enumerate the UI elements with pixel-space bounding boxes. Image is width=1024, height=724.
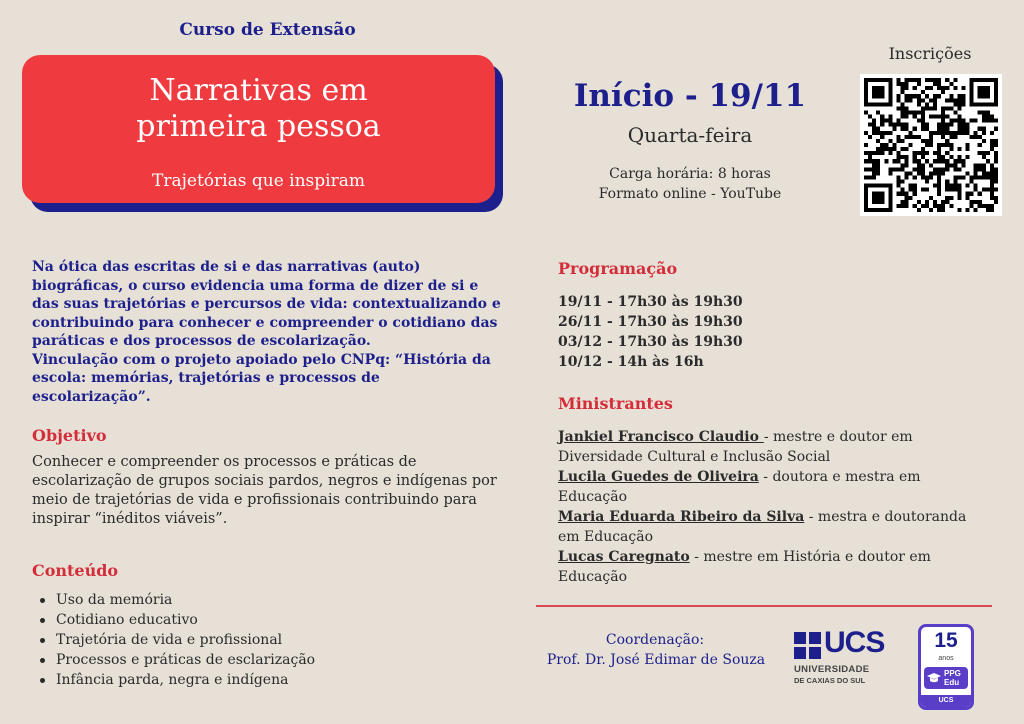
project-link-paragraph: Vinculação com o projeto apoiado pelo CNPq: “História da escola: memórias, trajetórias e processos de escolarização”. [32,351,491,405]
teacher-description: - mestre e doutor em Diversidade Cultural e Inclusão Social [558,429,913,465]
divider [536,605,992,607]
content-item: Infância parda, negra e indígena [32,670,315,690]
course-type-label: Curso de Extensão [179,20,356,40]
ucs-logo-subtitle: UNIVERSIDADE [794,664,870,675]
weekday: Quarta-feira [627,123,753,147]
program-date: 10/12 - 14h às 16h [558,354,704,370]
content-title: Conteúdo [32,561,119,580]
ppg-label-box [924,667,968,689]
content-item: Processos e práticas de esclarização [32,650,315,670]
ppgedu-badge [918,624,974,710]
course-title-line2: primeira pessoa [136,109,381,144]
ppg-anniversary-label: anos [938,655,954,662]
content-item: Uso da memória [32,590,315,610]
objective-title: Objetivo [32,426,107,445]
teacher-description: - mestra e doutoranda em Educação [558,509,967,545]
course-title [22,73,495,145]
teacher-name: Jankiel Francisco Claudio [558,429,764,445]
teachers-list [558,427,978,587]
ppg-label [944,669,961,687]
content-item: Trajetória de vida e profissional [32,630,315,650]
ucs-logo-word: UCS [824,626,885,659]
teacher-description: - mestre em História e doutor em Educação [558,549,931,585]
teacher-entry [558,427,978,467]
ppg-label-line1: PPG [944,669,961,678]
coordination-label: Coordenação: [605,632,705,648]
content-item: Cotidiano educativo [32,610,315,630]
signup-label: Inscrições [888,44,972,63]
title-card [22,55,495,203]
ucs-logo-subtitle-2: DE CAXIAS DO SUL [794,676,866,685]
teacher-name: Lucila Guedes de Oliveira [558,469,759,485]
content-list [32,590,315,690]
teacher-entry [558,467,978,507]
intro-paragraph: Na ótica das escritas de si e das narrativas (auto) biográficas, o curso evidencia uma forma de dizer de si e das suas trajetórias e percursos de vida: contextualizando e contribuindo para conhecer e compreender o cotidiano das paráticas e dos processos de escolarização. [32,259,501,349]
ucs-cross-icon [794,632,821,659]
start-date: Início - 19/11 [573,78,807,114]
course-format: Formato online - YouTube [598,186,782,202]
teacher-entry [558,507,978,547]
teacher-entry [558,547,978,587]
signup-qr-code[interactable] [860,74,1002,216]
teachers-title: Ministrantes [558,394,673,413]
course-subtitle: Trajetórias que inspiram [152,171,365,191]
program-list [558,292,743,372]
program-date: 03/12 - 17h30 às 19h30 [558,334,743,350]
coordinator-name: Prof. Dr. José Edimar de Souza [546,652,766,668]
graduation-cap-icon [927,672,941,684]
qr-code-icon [864,78,998,212]
ucs-logo [794,626,894,690]
ppg-anniversary-number: 15 [934,629,958,652]
teacher-name: Lucas Caregnato [558,549,690,565]
program-title: Programação [558,259,678,278]
objective-text: Conhecer e compreender os processos e práticas de escolarização de grupos sociais pardos, negros e indígenas por meio de trajetórias de vida e profissionais contribuindo para inspirar “inéditos viáveis”. [32,454,497,527]
program-date: 19/11 - 17h30 às 19h30 [558,294,743,310]
teacher-description: - doutora e mestra em Educação [558,469,921,505]
ppg-footer-bar: UCS [921,695,971,707]
intro-text [32,258,502,406]
workload: Carga horária: 8 horas [609,166,771,182]
program-date: 26/11 - 17h30 às 19h30 [558,314,743,330]
ppg-label-line2: Edu [944,678,960,687]
course-title-line1: Narrativas em [149,73,368,108]
teacher-name: Maria Eduarda Ribeiro da Silva [558,509,805,525]
